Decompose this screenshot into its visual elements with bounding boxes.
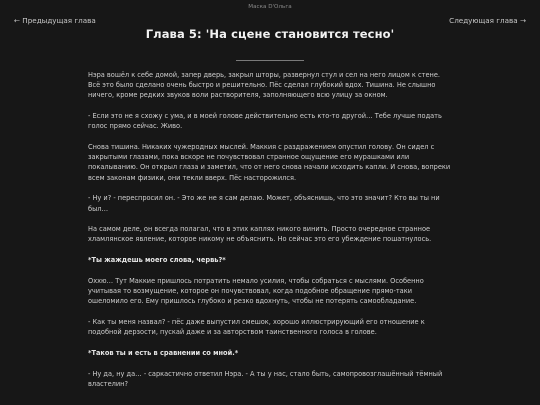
title-divider [236, 60, 304, 61]
chapter-paragraph: Снова тишина. Никаких чужеродных мыслей. Маккия с раздражением опустил голову. Он сидел с закрытыми глазами, пока вскоре не почувствовал странное ощущение его мурашками или покалыванию. Он открыл глаза и заметил, что от него снова начали исходить капли. И снова, вопреки всем законам физики, они текли вверх. Пёс насторожился. [88, 143, 451, 182]
next-chapter-link[interactable]: Следующая глава → [449, 16, 526, 25]
previous-chapter-link[interactable]: ← Предыдущая глава [14, 16, 96, 25]
book-title: Маска D'Ольга [248, 4, 292, 10]
chapter-paragraph: *Ты жаждешь моего слова, червь?* [88, 256, 226, 265]
chapter-paragraph: - Ну да, ну да… - саркастично ответил Нэра. - А ты у нас, стало быть, самопровозглашённый тёмный властелин? [88, 369, 443, 388]
chapter-paragraph: На самом деле, он всегда полагал, что в этих каплях никого винить. Просто очередное странное хламлянское явление, которое никому не объяснить. Но сейчас это его убеждение пошатнулось. [88, 225, 432, 244]
chapter-navigation [0, 0, 540, 25]
chapter-paragraph: *Таков ты и есть в сравнении со мной.* [88, 348, 239, 357]
chapter-paragraph: - Как ты меня назвал? - пёс даже выпустил смешок, хорошо иллюстрирующий его отношение к подобной дерзости, пускай даже и за авторством таинственного голоса в голове. [88, 317, 425, 337]
chapter-title: Глава 5: 'На сцене становится тесно' [145, 27, 395, 41]
chapter-text [88, 70, 452, 399]
chapter-paragraph: - Если это не я схожу с ума, и в моей голове действительно есть кто-то другой… Тебе лучше подать голос прямо сейчас. Живо. [88, 112, 442, 131]
chapter-paragraph: Нэра вошёл к себе домой, запер дверь, закрыл шторы, развернул стул и сел на него лицом к стене. Всё это было сделано очень быстро и решительно. Пёс сделал глубокий вдох. Тишина. Не слышно ничего, кроме редких звуков воли растворителя, заполняющего всю улицу за окном. [88, 71, 440, 100]
chapter-paragraph: - Ну и? - переспросил он. - Это же не я сам делаю. Может, объяснишь, что это значит? Кто вы ты ни был… [88, 194, 440, 213]
chapter-paragraph: Оххю… Тут Маккие пришлось потратить немало усилия, чтобы собраться с мыслями. Особенно учитывая то возмущение, которое он почувствовал, когда подобное обращение прямо-таки ошеломило его. Ему пришлось глубоко и резко вдохнуть, чтобы не потерять самообладание. [88, 276, 424, 306]
